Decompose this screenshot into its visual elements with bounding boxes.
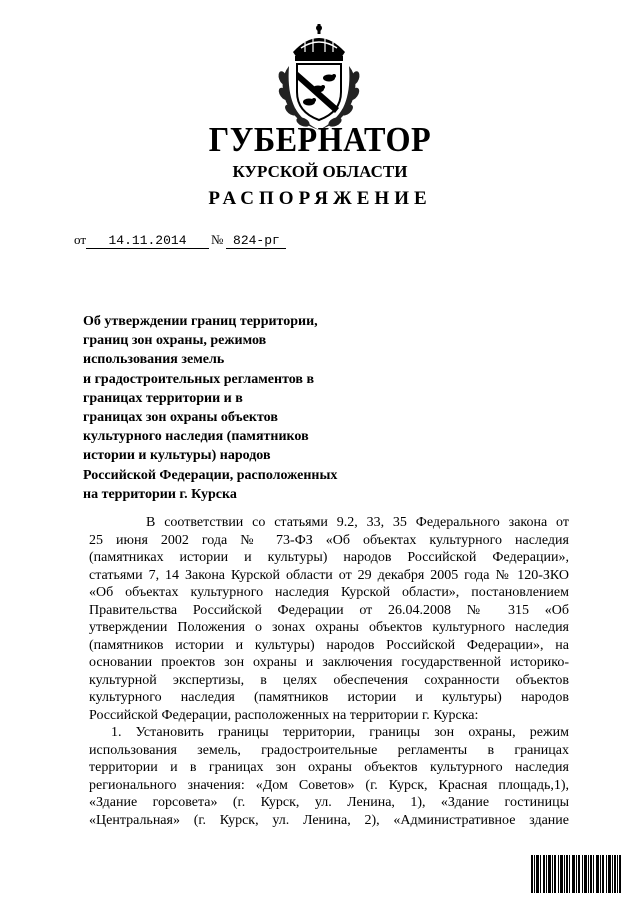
body-line: 25 июня 2002 года № 73-ФЗ «Об объектах культурного наследия [89,532,569,548]
body-line: Правительства Российской Федерации от 26.04.2008 № 315 «Об [89,602,569,618]
order-date-number-line [74,232,286,249]
body-line: культурной экспертизы, в целях обеспечения сохранности объектов [89,672,569,688]
body-line: статьями 7, 14 Закона Курской области от 29 декабря 2005 года № 120-ЗКО [89,567,569,583]
subject-line: границ зон охраны, режимов [83,333,267,349]
body-line: территории и в границах зон охраны объектов культурного наследия [89,760,569,775]
document-subject [83,312,337,504]
subject-line: на территории г. Курска [83,486,237,502]
body-line: утверждении Положения о зонах охраны объектов культурного наследия [89,620,569,635]
subject-line: Российской Федерации, расположенных [83,467,338,483]
subject-line: Об утверждении границ территории, [83,314,318,329]
document-header-region: КУРСКОЙ ОБЛАСТИ [232,162,408,181]
body-line: «Центральная» (г. Курск, ул. Ленина, 2), «Административное здание [89,812,569,828]
subject-line: и градостроительных регламентов в [83,371,315,387]
document-header-title: ГУБЕРНАТОР [208,120,432,159]
barcode-image [531,855,621,893]
body-line: регионального значения: «Дом Советов» (г. Курск, Красная площадь,1), [89,777,569,793]
subject-line: культурного наследия (памятников [83,429,309,445]
body-line: В соответствии со статьями 9.2, 33, 35 Федерального закона от [146,515,569,530]
body-line: (памятниках истории и культуры) народов Российской Федерации», [89,550,569,565]
body-line: использования земель, градостроительные регламенты в границах [89,742,569,758]
body-line: 1. Установить границы территории, границы зон охраны, режим [111,725,569,740]
body-line: «Об объектах культурного наследия Курской области», постановлением [89,585,569,600]
order-from-label: от [74,232,87,247]
subject-line: границах территории и в [83,390,243,406]
order-date: 14.11.2014 [86,234,209,249]
body-line: Российской Федерации, расположенных на территории г. Курска: [89,707,479,723]
order-number-label: № [211,232,224,247]
document-body-text [89,514,569,829]
coat-of-arms-emblem [271,22,367,134]
subject-line: использования земель [83,352,225,368]
subject-line: границах зон охраны объектов [83,410,278,426]
body-line: (памятников истории и культуры) народов Российской Федерации», на [89,637,569,653]
document-type-heading: РАСПОРЯЖЕНИЕ [208,188,432,209]
body-line: «Здание горсовета» (г. Курск, ул. Ленина, 1), «Здание гостиницы [89,795,569,810]
subject-line: истории и культуры) народов [83,448,271,464]
body-line: культурного наследия (памятников истории и культуры) народов [89,690,569,705]
order-number: 824-рг [226,234,286,249]
body-line: основании проектов зон охраны и заключения государственной историко- [89,655,569,670]
